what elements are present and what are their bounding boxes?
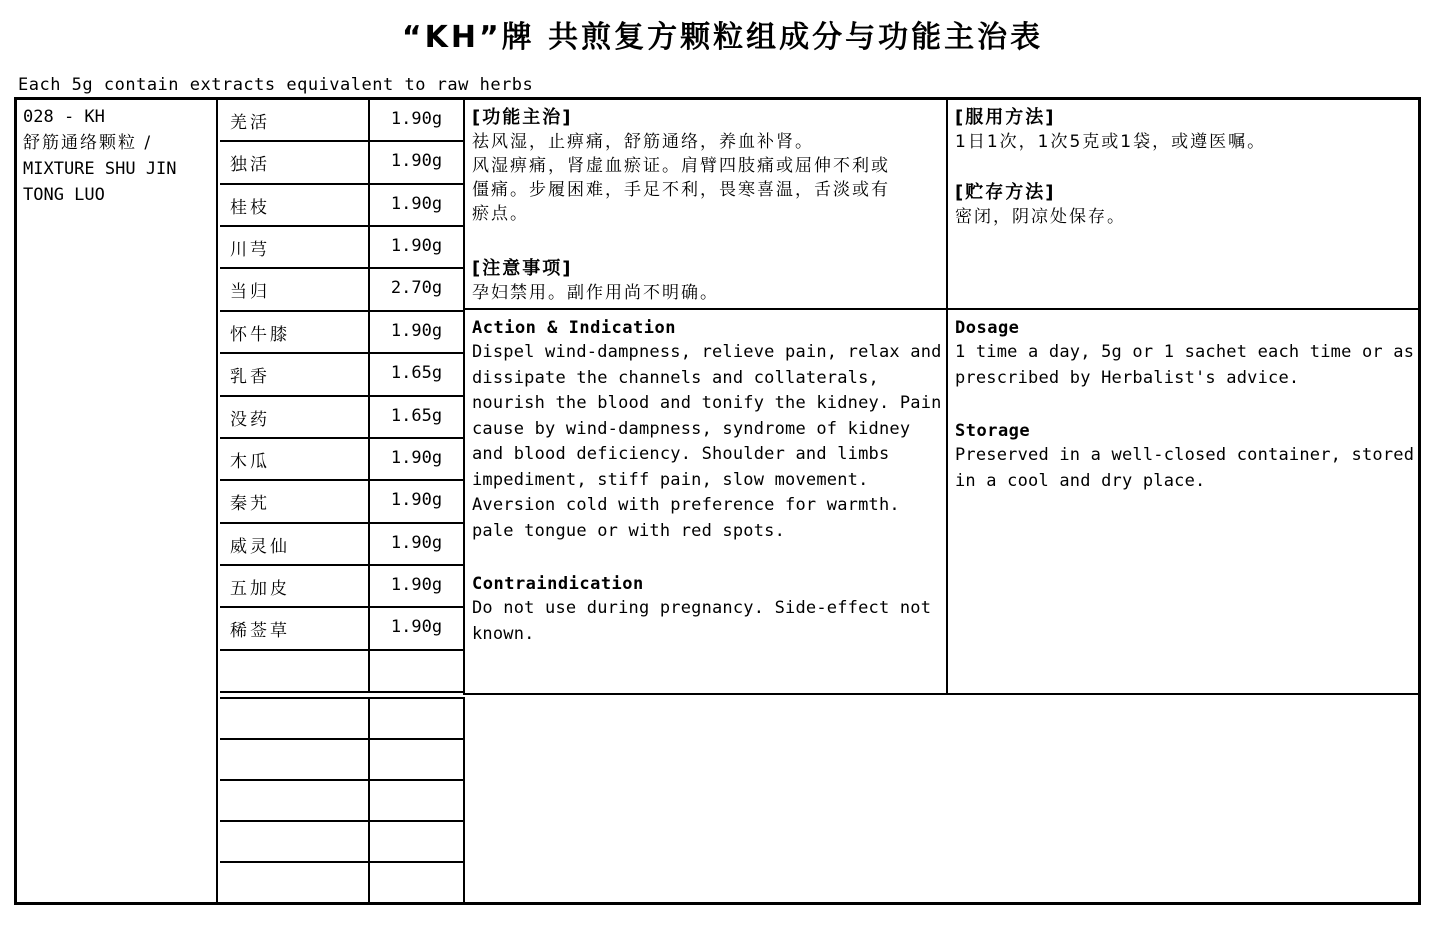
product-info-cell	[17, 100, 218, 902]
dosage-column	[948, 100, 1421, 693]
action-indication-en-text	[472, 340, 942, 544]
ingredient-name-cell	[220, 781, 370, 820]
text-line: Preserved in a well-closed container, stored	[955, 445, 1415, 465]
ingredient-amount-cell: 1.90g	[390, 447, 443, 468]
text-line: Dispel wind-dampness, relieve pain, relax and	[472, 342, 942, 362]
ingredient-amount-cell: 1.90g	[390, 532, 443, 553]
ingredient-name-cell: 木瓜	[220, 439, 370, 479]
ingredient-name-cell: 怀牛膝	[220, 312, 370, 352]
text-line: impediment, stiff pain, slow movement.	[472, 469, 869, 490]
ingredient-row	[220, 269, 463, 311]
text-line: 1 time a day, 5g or 1 sachet each time or as	[955, 342, 1415, 362]
ingredient-row	[220, 312, 463, 354]
text-line: pale tongue or with red spots.	[472, 520, 786, 541]
page-title: “KH”牌 共煎复方颗粒组成分与功能主治表	[401, 20, 1044, 55]
text-line: 祛风湿，止痹痛，舒筋通络，养血补肾。	[472, 132, 814, 152]
text-line: 孕妇禁用。副作用尚不明确。	[472, 283, 719, 303]
ingredient-name-cell: 独活	[220, 142, 370, 182]
product-name-cn: 舒筋通络颗粒 /	[23, 133, 153, 153]
usage-cn-text	[955, 130, 1414, 154]
ingredient-name-cell	[220, 699, 370, 738]
text-line: Aversion cold with preference for warmth.	[472, 495, 900, 515]
ingredient-amount-cell	[370, 699, 463, 738]
dosage-storage-en-section	[948, 310, 1421, 693]
text-line: cause by wind-dampness, syndrome of kidney	[472, 418, 911, 439]
text-line: known.	[472, 623, 535, 644]
ingredient-row	[220, 524, 463, 566]
function-column	[465, 100, 948, 693]
storage-en-text	[955, 443, 1414, 494]
ingredient-amount-cell: 2.70g	[390, 278, 443, 299]
ingredient-amount-cell: 1.65g	[390, 363, 443, 384]
subtitle: Each 5g contain extracts equivalent to raw herbs	[18, 75, 534, 95]
text-line: 僵痛。步履困难，手足不利，畏寒喜温，舌淡或有	[472, 180, 890, 200]
action-indication-en-heading: Action & Indication	[472, 318, 676, 338]
product-name-en-line2: TONG LUO	[23, 185, 105, 205]
text-line: nourish the blood and tonify the kidney. Pain	[472, 393, 942, 413]
ingredient-row	[220, 142, 463, 184]
ingredient-amount-cell	[370, 863, 463, 902]
ingredient-amount-cell	[370, 740, 463, 779]
ingredient-name-cell: 秦艽	[220, 481, 370, 521]
ingredient-name-cell: 五加皮	[220, 566, 370, 606]
ingredient-amount-cell: 1.90g	[390, 109, 443, 129]
storage-cn-text	[955, 205, 1414, 229]
text-line: prescribed by Herbalist's advice.	[955, 367, 1300, 388]
text-line: 密闭，阴凉处保存。	[955, 207, 1126, 227]
text-line: in a cool and dry place.	[955, 470, 1206, 491]
contraindication-en-heading: Contraindication	[472, 574, 644, 594]
ingredient-row	[220, 481, 463, 523]
ingredient-row	[220, 397, 463, 439]
ingredient-amount-cell	[370, 781, 463, 820]
text-line: 风湿痹痛，肾虚血瘀证。肩臂四肢痛或屈伸不利或	[472, 156, 890, 176]
ingredient-row	[220, 354, 463, 396]
storage-en-heading: Storage	[955, 421, 1031, 441]
ingredient-name-cell: 桂枝	[220, 185, 370, 225]
ingredient-row	[220, 699, 463, 740]
action-indication-en-section	[465, 310, 946, 693]
dosage-en-text	[955, 340, 1414, 391]
ingredient-name-cell: 羌活	[220, 100, 370, 140]
ingredient-row	[220, 651, 463, 693]
ingredient-row	[220, 863, 463, 902]
product-name-en-line1: MIXTURE SHU JIN	[23, 159, 177, 179]
ingredient-name-cell	[220, 863, 370, 902]
ingredient-name-cell: 稀莶草	[220, 608, 370, 648]
ingredient-row	[220, 740, 463, 781]
text-line: dissipate the channels and collaterals,	[472, 367, 879, 388]
storage-cn-heading: [贮存方法]	[955, 182, 1056, 203]
info-text-area	[463, 100, 1418, 695]
ingredient-amount-cell	[370, 651, 463, 691]
ingredient-amount-cell: 1.90g	[390, 151, 443, 172]
text-line: Do not use during pregnancy. Side-effect not	[472, 598, 932, 618]
contraindication-en-text	[472, 596, 939, 647]
precautions-cn-text	[472, 281, 939, 305]
ingredient-amount-cell: 1.90g	[390, 490, 443, 511]
product-code: 028 - KH	[23, 107, 105, 127]
precautions-cn-heading: [注意事项]	[472, 258, 573, 279]
usage-cn-heading: [服用方法]	[955, 107, 1056, 128]
ingredient-name-cell: 川芎	[220, 227, 370, 267]
ingredient-name-cell: 当归	[220, 269, 370, 309]
text-line: 1日1次，1次5克或1袋，或遵医嘱。	[955, 132, 1267, 152]
ingredient-amount-cell: 1.90g	[390, 617, 443, 638]
ingredient-row	[220, 100, 463, 142]
text-line: and blood deficiency. Shoulder and limbs	[472, 444, 890, 464]
ingredient-row	[220, 566, 463, 608]
function-indication-cn-heading: [功能主治]	[472, 107, 573, 128]
ingredient-row	[220, 439, 463, 481]
ingredient-name-cell	[220, 822, 370, 861]
ingredient-amount-cell: 1.65g	[390, 405, 443, 426]
ingredient-row	[220, 227, 463, 269]
ingredient-row	[220, 608, 463, 650]
ingredient-amount-cell: 1.90g	[390, 193, 443, 214]
ingredient-amount-cell	[370, 822, 463, 861]
ingredient-amount-cell: 1.90g	[390, 236, 443, 257]
ingredient-name-cell	[220, 740, 370, 779]
usage-storage-cn-section	[948, 100, 1421, 310]
function-indication-cn-text	[472, 130, 939, 226]
ingredient-amount-cell: 1.90g	[390, 574, 443, 595]
ingredient-row	[220, 185, 463, 227]
ingredient-name-cell	[220, 651, 370, 691]
text-line: 瘀点。	[472, 204, 529, 224]
ingredient-name-cell: 威灵仙	[220, 524, 370, 564]
ingredient-amount-cell: 1.90g	[390, 320, 443, 341]
ingredient-row	[220, 781, 463, 822]
function-indication-cn-section	[465, 100, 946, 310]
product-table	[14, 97, 1421, 905]
ingredient-name-cell: 没药	[220, 397, 370, 437]
ingredients-rows-lower	[220, 697, 465, 902]
ingredient-name-cell: 乳香	[220, 354, 370, 394]
ingredient-row	[220, 822, 463, 863]
ingredients-rows	[220, 100, 463, 693]
dosage-en-heading: Dosage	[955, 318, 1020, 338]
